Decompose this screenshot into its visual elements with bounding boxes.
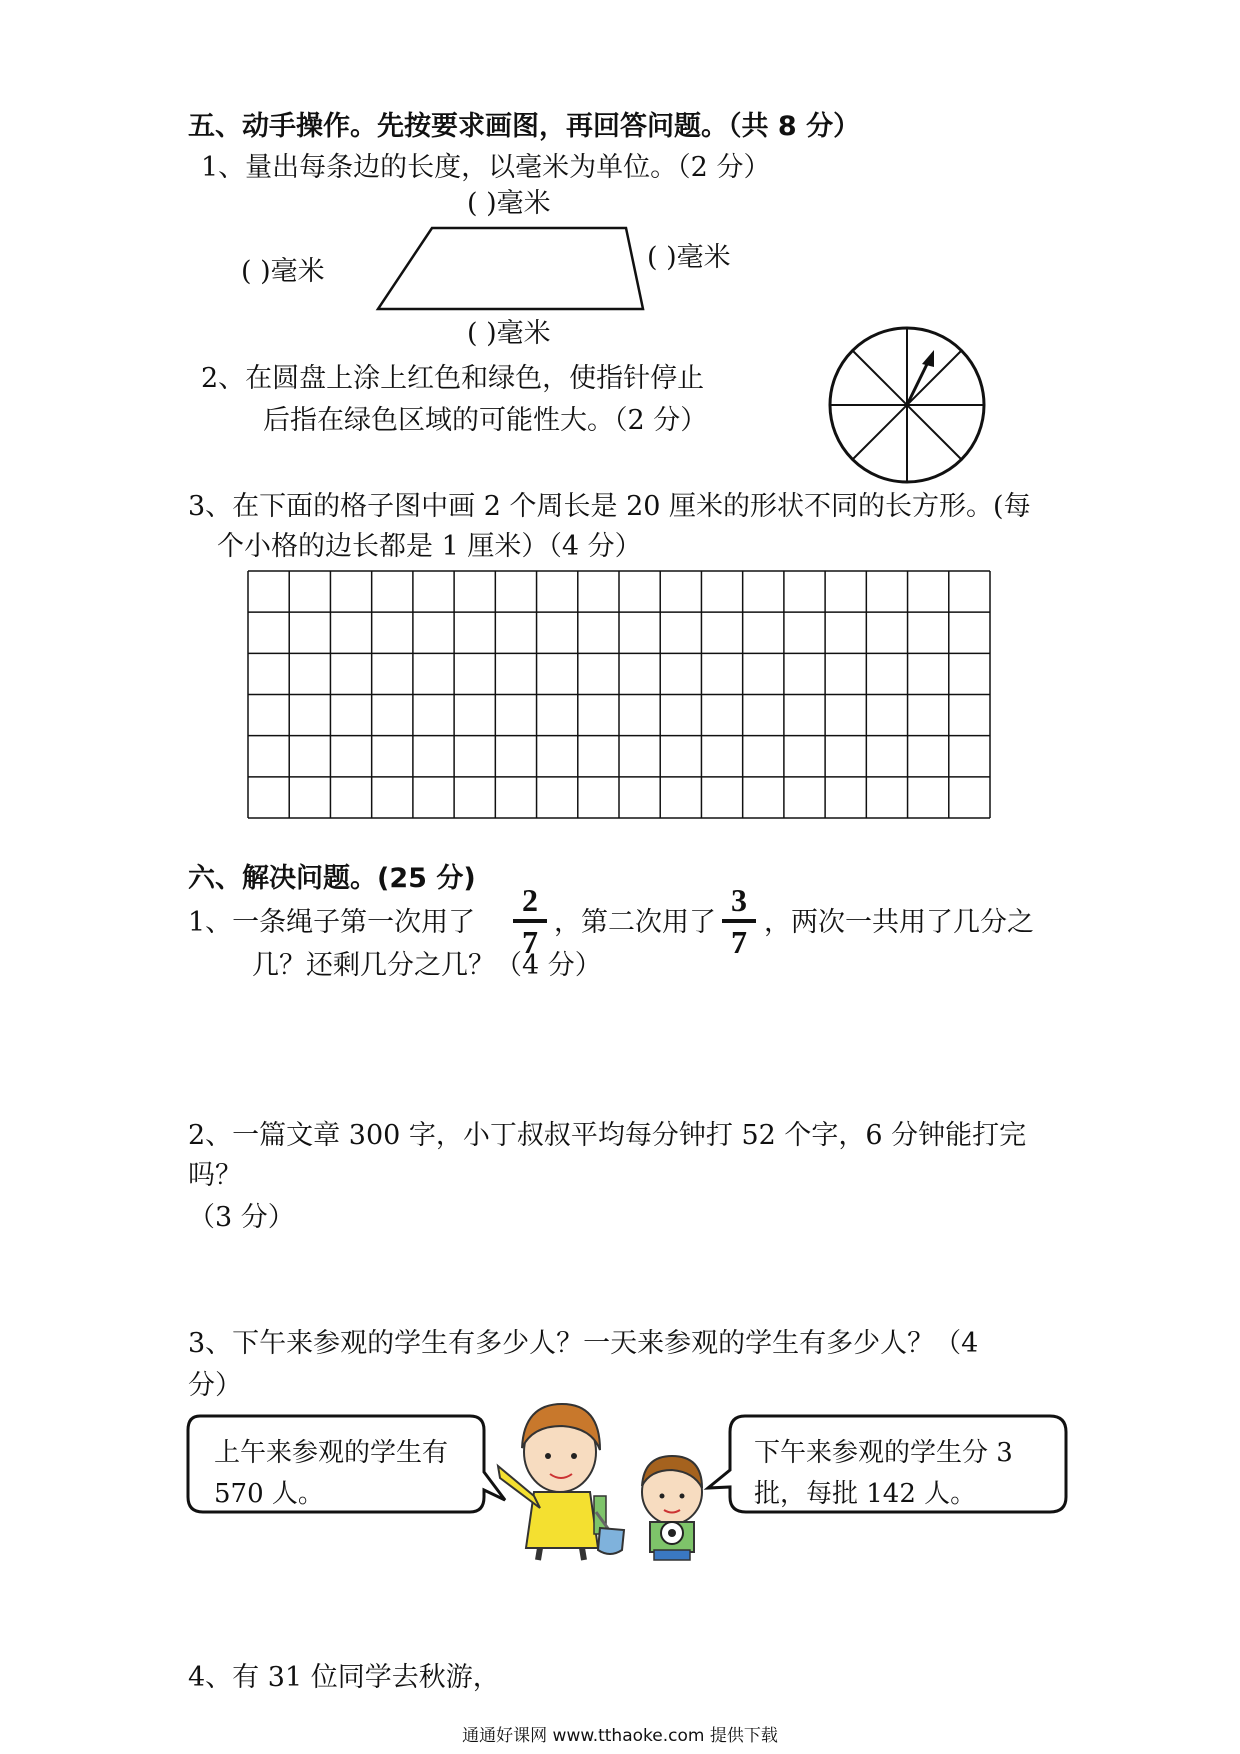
bubble-right-line2: 批，每批 142 人。: [754, 1479, 977, 1509]
fraction2-numerator: 3: [731, 882, 747, 918]
fraction2-denominator: 7: [731, 924, 747, 960]
spinner-pointer-head-icon: [922, 350, 934, 367]
q3-line1: 3、在下面的格子图中画 2 个周长是 20 厘米的形状不同的长方形。(每: [188, 491, 1031, 522]
section6-title: 六、解决问题。(25 分): [188, 863, 476, 894]
bubble-right-line1: 下午来参观的学生分 3: [754, 1438, 1013, 1468]
s6-q1-part3: ，两次一共用了几分之: [764, 907, 1034, 938]
q1-prompt: 1、量出每条边的长度，以毫米为单位。（2 分）: [201, 152, 771, 183]
section5-title: 五、动手操作。先按要求画图，再回答问题。（共 8 分）: [188, 111, 861, 142]
footer-credit: 通通好课网 www.tthaoke.com 提供下载: [462, 1726, 778, 1746]
trapezoid-left-label: ( )毫米: [241, 256, 325, 287]
s6-q3-line2: 分）: [188, 1370, 242, 1401]
boy-cartoon-icon: [642, 1456, 702, 1560]
bubble-left-line2: 570 人。: [214, 1479, 324, 1509]
spinner-disc: [822, 320, 992, 490]
q2-line1: 2、在圆盘上涂上红色和绿色，使指针停止: [201, 363, 705, 394]
trapezoid-shape: [378, 228, 643, 309]
girl-cartoon-icon: [498, 1404, 624, 1560]
fraction-three-sevenths: [722, 884, 756, 958]
trapezoid-bottom-label: ( )毫米: [467, 318, 551, 349]
s6-q1-line2: 几？还剩几分之几？（4 分）: [252, 950, 602, 981]
q3-line2: 个小格的边长都是 1 厘米）（4 分）: [217, 531, 642, 562]
bubble-left-line1: 上午来参观的学生有: [214, 1438, 449, 1468]
s6-q1-part2: ，第二次用了: [554, 907, 716, 938]
trapezoid-right-label: ( )毫米: [647, 242, 731, 273]
s6-q2-line2: 吗？: [188, 1160, 242, 1191]
s6-q3-line1: 3、下午来参观的学生有多少人？一天来参观的学生有多少人？（4: [188, 1328, 979, 1359]
q2-line2: 后指在绿色区域的可能性大。（2 分）: [263, 405, 708, 436]
fraction-two-sevenths: [513, 884, 547, 958]
square-grid: [245, 568, 1005, 828]
fraction1-denominator: 7: [522, 924, 538, 960]
s6-q2-line3: （3 分）: [188, 1202, 295, 1233]
fraction1-bar: [513, 919, 547, 923]
trapezoid-top-label: ( )毫米: [467, 188, 551, 219]
fraction2-bar: [722, 919, 756, 923]
s6-q2-line1: 2、一篇文章 300 字，小丁叔叔平均每分钟打 52 个字，6 分钟能打完: [188, 1120, 1027, 1151]
fraction1-numerator: 2: [522, 882, 538, 918]
s6-q4-line1: 4、有 31 位同学去秋游，: [188, 1662, 500, 1693]
s6-q1-part1: 1、一条绳子第一次用了: [188, 907, 476, 938]
